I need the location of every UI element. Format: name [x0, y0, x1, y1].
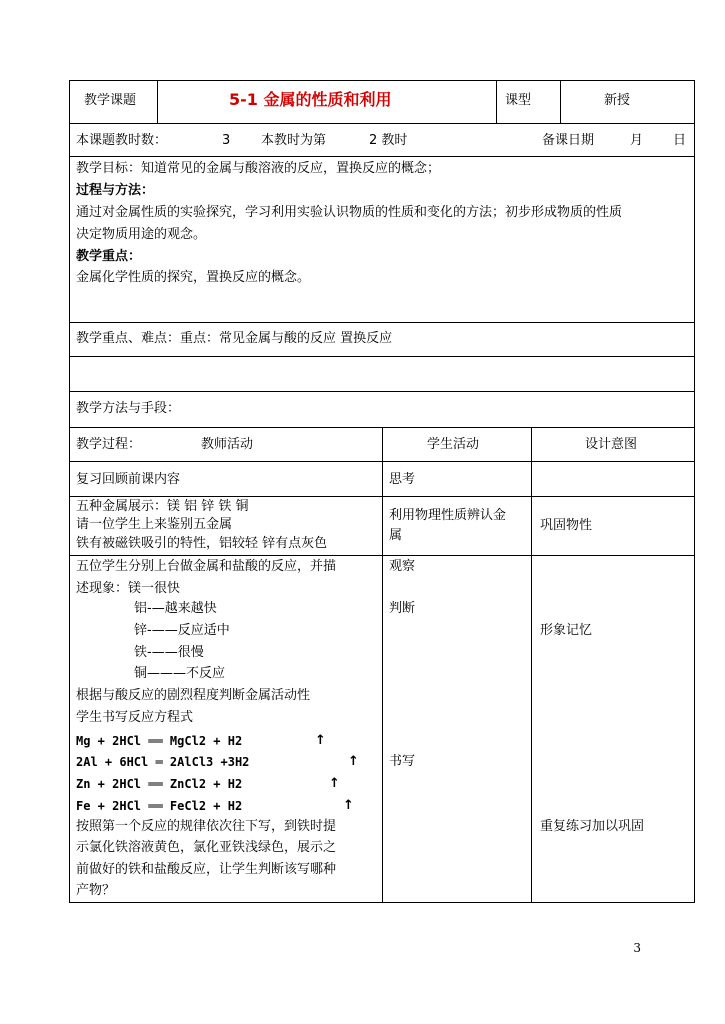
teacher-activity-line: 五种金属展示：镁 铝 锌 铁 铜 [76, 499, 249, 514]
student-activity-line: 属 [389, 528, 403, 543]
gas-arrow-icon: ↑ [348, 754, 359, 769]
prep-month: 月 [630, 133, 644, 148]
row-divider [69, 322, 695, 323]
teacher-activity-line: 示氯化铁溶液黄色，氯化亚铁浅绿色，展示之 [76, 840, 337, 855]
equation-fe: Fe + 2HCl ══ FeCl2 + H2 [76, 799, 243, 813]
row-divider [69, 391, 695, 392]
teacher-activity-line: 述现象：镁一很快 [76, 581, 181, 596]
gas-arrow-icon: ↑ [343, 798, 354, 813]
observation-line: 铁-——很慢 [134, 645, 204, 660]
process-method-text: 决定物质用途的观念。 [76, 227, 207, 242]
student-activity-line: 利用物理性质辨认金 [389, 508, 507, 523]
observation-line: 锌-——反应适中 [134, 623, 230, 638]
col-divider [560, 80, 561, 123]
hours-label: 本课题教时数： [76, 133, 168, 148]
teacher-activity-line: 学生书写反应方程式 [76, 710, 194, 725]
design-intent-header: 设计意图 [585, 437, 638, 452]
student-activity-write: 书写 [389, 754, 416, 769]
student-activity-observe: 观察 [389, 559, 416, 574]
teacher-activity-line: 前做好的铁和盐酸反应，让学生判断该写哪种 [76, 862, 337, 877]
teacher-activity-header: 教师活动 [201, 437, 254, 452]
lesson-type-value: 新授 [604, 93, 631, 108]
current-lesson-label: 本教时为第 [261, 133, 327, 148]
key-point-label: 教学重点： [76, 249, 142, 264]
col-divider [531, 427, 532, 903]
col-divider [382, 427, 383, 903]
col-divider [157, 80, 158, 123]
gas-arrow-icon: ↑ [329, 776, 340, 791]
student-activity-think: 思考 [389, 472, 416, 487]
student-activity-header: 学生活动 [427, 437, 480, 452]
student-activity-judge: 判断 [389, 601, 416, 616]
teacher-activity-line: 根据与酸反应的剧烈程度判断金属活动性 [76, 688, 311, 703]
observation-line: 铜———不反应 [134, 666, 226, 681]
teaching-methods: 教学方法与手段： [76, 401, 181, 416]
process-method-text: 通过对金属性质的实验探究，学习利用实验认识物质的性质和变化的方法；初步形成物质的性质 [76, 205, 623, 220]
current-lesson-value: 2 教时 [369, 133, 408, 148]
teacher-activity-line: 请一位学生上来鉴别五金属 [76, 517, 233, 532]
gas-arrow-icon: ↑ [315, 733, 326, 748]
row-divider [69, 156, 695, 157]
prep-day: 日 [673, 133, 687, 148]
teacher-activity-line: 铁有被磁铁吸引的特性，铝较轻 锌有点灰色 [76, 536, 328, 551]
key-point-text: 金属化学性质的探究，置换反应的概念。 [76, 270, 311, 285]
teacher-activity-line: 五位学生分别上台做金属和盐酸的反应，并描 [76, 559, 337, 574]
row-divider [69, 356, 695, 357]
key-difficult-points: 教学重点、难点：重点：常见金属与酸的反应 置换反应 [76, 331, 393, 346]
equation-mg: Mg + 2HCl ══ MgCl2 + H2 [76, 734, 243, 748]
design-intent-line: 巩固物性 [540, 518, 593, 533]
row-divider [69, 123, 695, 124]
topic-label: 教学课题 [84, 93, 137, 108]
lesson-title: 5-1 金属的性质和利用 [229, 90, 392, 109]
equation-al: 2Al + 6HCl ═ 2AlCl3 +3H2 [76, 755, 250, 769]
process-label: 教学过程： [76, 437, 142, 452]
page-number: 3 [633, 941, 641, 955]
teacher-activity-review: 复习回顾前课内容 [76, 472, 181, 487]
prep-date-label: 备课日期 [542, 133, 595, 148]
col-divider [496, 80, 497, 123]
observation-line: 铝-—越来越快 [134, 601, 217, 616]
hours-value: 3 [222, 133, 231, 148]
equation-zn: Zn + 2HCl ══ ZnCl2 + H2 [76, 777, 243, 791]
process-method-label: 过程与方法： [76, 183, 155, 198]
lesson-type-label: 课型 [505, 93, 532, 108]
teacher-activity-line: 产物？ [76, 883, 116, 898]
teacher-activity-line: 按照第一个反应的规律依次往下写，到铁时提 [76, 819, 337, 834]
design-intent-practice: 重复练习加以巩固 [540, 819, 645, 834]
teaching-goal: 教学目标：知道常见的金属与酸溶液的反应，置换反应的概念； [76, 161, 441, 176]
design-intent-visual-memory: 形象记忆 [540, 623, 593, 638]
